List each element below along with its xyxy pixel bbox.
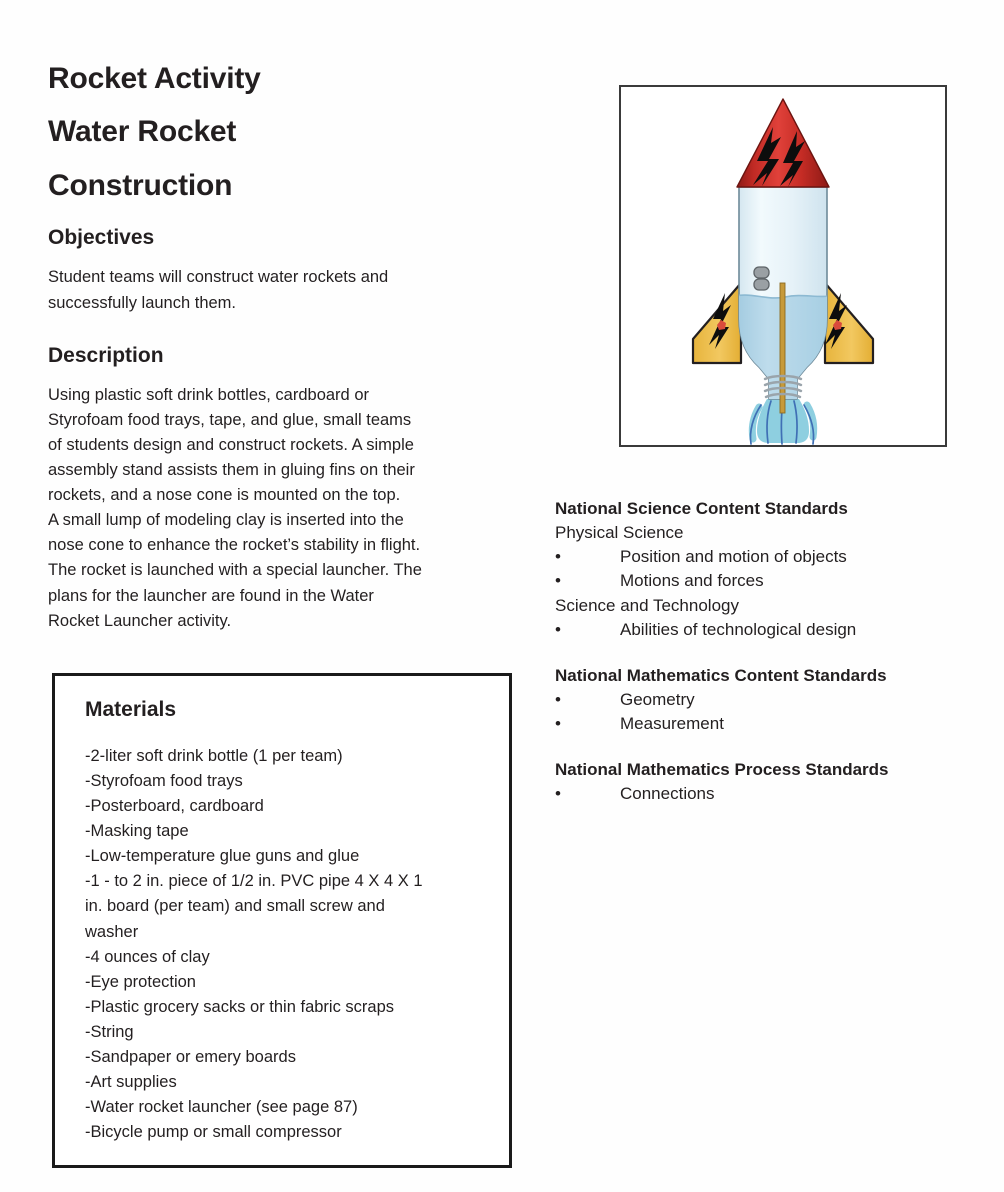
math-content-standards-heading: National Mathematics Content Standards	[555, 665, 887, 685]
description-line: The rocket is launched with a special launcher. The	[48, 561, 422, 580]
bullet-icon: •	[555, 571, 561, 591]
standards-item-label: Geometry	[620, 689, 695, 709]
left-fin-icon	[693, 283, 741, 363]
objectives-heading: Objectives	[48, 226, 155, 250]
description-line: Rocket Launcher activity.	[48, 611, 232, 630]
material-item: -Masking tape	[85, 822, 189, 841]
standards-list-item	[555, 712, 975, 736]
material-item: -Posterboard, cardboard	[85, 797, 264, 816]
material-item: -Eye protection	[85, 972, 196, 991]
material-item: -Sandpaper or emery boards	[85, 1047, 296, 1066]
bullet-icon: •	[555, 619, 561, 639]
title-line-2: Water Rocket	[48, 115, 237, 149]
standards-item-label: Measurement	[620, 714, 724, 733]
objectives-text	[48, 265, 518, 315]
page-title	[48, 52, 518, 212]
math-content-standards-group	[555, 664, 975, 736]
materials-heading: Materials	[85, 698, 177, 721]
science-standards-heading: National Science Content Standards	[555, 499, 848, 518]
description-line: plans for the launcher are found in the Water	[48, 586, 374, 605]
figure-frame	[619, 85, 947, 447]
standards-list-item	[555, 618, 975, 642]
bullet-icon: •	[555, 547, 561, 567]
material-item: -Plastic grocery sacks or thin fabric scraps	[85, 997, 395, 1016]
material-item-cont: washer	[85, 922, 139, 941]
science-subgroup-label: Science and Technology	[555, 595, 739, 615]
description-line: Using plastic soft drink bottles, cardboard or	[48, 385, 369, 404]
standards-list-item	[555, 545, 975, 569]
nose-cone-icon	[737, 99, 829, 187]
description-line: of students design and construct rockets. A simple	[48, 436, 414, 455]
material-item: -Art supplies	[85, 1073, 177, 1092]
science-subgroup-label: Physical Science	[555, 523, 684, 543]
material-item: -4 ounces of clay	[85, 947, 210, 966]
right-fin-icon	[825, 283, 873, 363]
left-column	[48, 52, 518, 634]
science-standards-group	[555, 497, 975, 642]
standards-list-item	[555, 782, 975, 806]
description-line: nose cone to enhance the rocket’s stability in flight.	[48, 536, 421, 555]
title-line-1: Rocket Activity	[48, 62, 261, 95]
math-process-standards-heading: National Mathematics Process Standards	[555, 760, 889, 780]
material-item: -Bicycle pump or small compressor	[85, 1123, 342, 1142]
water-rocket-illustration	[621, 87, 945, 445]
standards-list-item	[555, 569, 975, 593]
standards-item-label: Connections	[620, 784, 715, 804]
material-item: -Low-temperature glue guns and glue	[85, 847, 360, 866]
description-line: assembly stand assists them in gluing fins on their	[48, 461, 415, 480]
standards-item-label: Motions and forces	[620, 571, 764, 591]
material-item: -2-liter soft drink bottle (1 per team)	[85, 747, 343, 765]
standards-item-label: Abilities of technological design	[620, 619, 857, 639]
bullet-icon: •	[555, 784, 561, 804]
bullet-icon: •	[555, 689, 561, 709]
objectives-line: successfully launch them.	[48, 293, 237, 312]
description-line: Styrofoam food trays, tape, and glue, small teams	[48, 411, 412, 429]
objectives-line: Student teams will construct water rockets and	[48, 268, 389, 287]
material-item: -1 - to 2 in. piece of 1/2 in. PVC pipe 4 X 4 X 1	[85, 872, 423, 891]
materials-box	[52, 673, 512, 1168]
standards-list-item	[555, 688, 975, 712]
description-text	[48, 383, 518, 634]
material-item: -Water rocket launcher (see page 87)	[85, 1098, 358, 1117]
description-heading: Description	[48, 343, 164, 367]
material-item: -Styrofoam food trays	[85, 772, 243, 791]
math-process-standards-group	[555, 758, 975, 806]
title-line-3: Construction	[48, 168, 233, 202]
material-item: -String	[85, 1022, 134, 1041]
material-item-cont: in. board (per team) and small screw and	[85, 897, 385, 916]
standards-item-label: Position and motion of objects	[620, 547, 847, 567]
description-line: rockets, and a nose cone is mounted on the top.	[48, 486, 401, 505]
materials-list	[85, 744, 487, 1145]
standards-panel	[555, 497, 975, 806]
bullet-icon: •	[555, 714, 561, 733]
description-line: A small lump of modeling clay is inserted into the	[48, 511, 404, 530]
